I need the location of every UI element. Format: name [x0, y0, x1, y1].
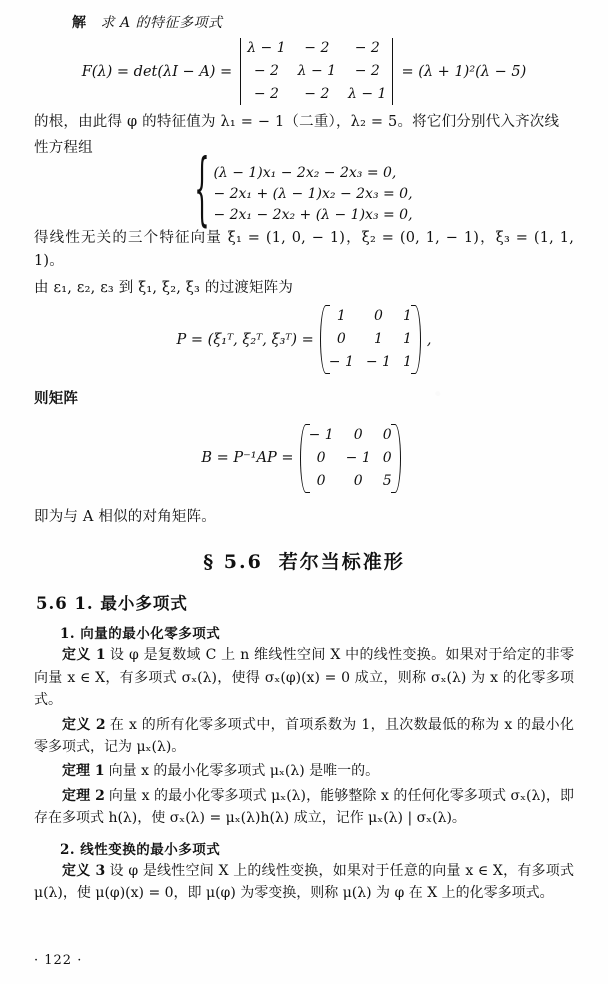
matrix-cell: 1	[402, 308, 412, 325]
theorem-1	[34, 760, 574, 782]
equation-matrix-p	[34, 306, 574, 373]
matrix-cell: 1	[402, 354, 412, 371]
theorem-1-text: 向量 x 的最小化零多项式 μₓ(λ) 是唯一的。	[108, 763, 380, 780]
equation-matrix-b	[34, 425, 574, 492]
matrix-cell: − 1	[365, 354, 391, 371]
matrix-cell: 1	[373, 331, 383, 348]
matrix-cell: λ − 1	[247, 40, 286, 56]
theorem-1-label: 定理 1	[62, 763, 105, 780]
matrix-cell: 1	[402, 331, 412, 348]
definition-1-label: 定义 1	[62, 647, 106, 664]
page-content	[34, 12, 574, 906]
subsection-heading: 5.6 1. 最小多项式	[36, 594, 188, 614]
definition-1-text: 设 φ 是复数域 C 上 n 维线性空间 X 中的线性变换。如果对于给定的非零向量 x ∈ X，有多项式 σₓ(λ)，使得 σₓ(φ)(x) = 0 成立，则称 σₓ(λ) 为 x 的化零多项式。	[34, 647, 574, 709]
theorem-2	[34, 785, 574, 830]
paragraph-transition-matrix: 由 ε₁, ε₂, ε₃ 到 ξ₁, ξ₂, ξ₃ 的过渡矩阵为	[34, 279, 294, 296]
equation-rhs: = (λ + 1)²(λ − 5)	[401, 63, 527, 80]
matrix-cell: 0	[316, 449, 326, 466]
definition-3-text: 设 φ 是线性空间 X 上的线性变换，如果对于任意的向量 x ∈ X，有多项式 μ(λ)，使 μ(φ)(x) = 0，即 μ(φ) 为零变换，则称 μ(λ) 为 φ 在 X 上的化零多项式。	[34, 862, 574, 901]
matrix-cell: λ − 1	[297, 63, 337, 79]
theorem-2-label: 定理 2	[62, 787, 105, 804]
block2-heading: 2. 线性变换的最小多项式	[60, 841, 221, 858]
paragraph-roots-cont: 性方程组	[34, 140, 93, 157]
system-equation: − 2x₁ + (λ − 1)x₂ − 2x₃ = 0,	[213, 185, 413, 202]
matrix-cell: 0	[316, 472, 326, 489]
paragraph-eigenvectors: 得线性无关的三个特征向量 ξ₁ = (1, 0, − 1)，ξ₂ = (0, 1, − 1)，ξ₃ = (1, 1, 1)。	[34, 229, 574, 270]
matrix-cell: 0	[382, 449, 392, 466]
equation-lhs: B = P⁻¹AP =	[201, 450, 294, 467]
determinant-matrix	[238, 38, 395, 105]
matrix-b	[300, 425, 401, 492]
section-heading	[34, 547, 574, 574]
matrix-cell: − 2	[354, 40, 380, 56]
brace-symbol	[195, 165, 211, 223]
theorem-2-text: 向量 x 的最小化零多项式 μₓ(λ)，能够整除 x 的任何化零多项式 σₓ(λ)，即存在多项式 h(λ)，使 σₓ(λ) = μₓ(λ)h(λ) 成立，记作 μₓ(λ) | σₓ(λ)。	[34, 787, 575, 827]
solution-tag: 解	[72, 15, 87, 31]
definition-2-text: 在 x 的所有化零多项式中，首项系数为 1，且次数最低的称为 x 的最小化零多项式，记为 μₓ(λ)。	[34, 716, 574, 755]
matrix-cell: − 1	[345, 449, 371, 466]
definition-3	[34, 860, 574, 905]
matrix-cell: λ − 1	[348, 86, 387, 102]
equation-rhs: ,	[426, 331, 432, 348]
definition-1	[34, 644, 574, 711]
solution-text: 求 A 的特征多项式	[100, 15, 223, 31]
equation-lhs: P = (ξ₁ᵀ, ξ₂ᵀ, ξ₃ᵀ) =	[176, 331, 314, 348]
matrix-cell: − 2	[304, 86, 330, 102]
matrix-cell: − 1	[308, 426, 334, 443]
definition-3-label: 定义 3	[62, 862, 106, 879]
equation-characteristic-polynomial	[34, 38, 574, 105]
matrix-cell: − 2	[253, 63, 279, 79]
paragraph-diagonal: 即为与 A 相似的对角矩阵。	[34, 508, 216, 525]
definition-2	[34, 714, 574, 759]
matrix-cell: 0	[353, 472, 363, 489]
section-number: § 5.6	[203, 551, 263, 574]
matrix-cell: − 2	[354, 63, 380, 79]
equation-lhs: F(λ) = det(λI − A) =	[81, 63, 233, 80]
matrix-p	[320, 306, 421, 373]
matrix-cell: 0	[353, 426, 363, 443]
matrix-cell: − 2	[253, 86, 279, 102]
matrix-cell: 0	[382, 426, 392, 443]
paragraph-roots: 的根，由此得 φ 的特征值为 λ₁ = − 1（二重），λ₂ = 5。将它们分别代入齐次线	[34, 114, 560, 130]
system-equation: − 2x₁ − 2x₂ + (λ − 1)x₃ = 0,	[213, 206, 413, 223]
matrix-cell: − 2	[304, 40, 330, 56]
page-number: · 122 ·	[34, 953, 83, 968]
paragraph-then-matrix: 则矩阵	[34, 390, 79, 408]
matrix-cell: 5	[382, 472, 392, 489]
definition-2-label: 定义 2	[62, 716, 106, 733]
matrix-cell: 1	[336, 308, 346, 325]
matrix-cell: 0	[373, 308, 383, 325]
block1-heading: 1. 向量的最小化零多项式	[60, 626, 221, 643]
equation-linear-system	[34, 165, 574, 223]
matrix-cell: 0	[336, 331, 346, 348]
matrix-cell: − 1	[328, 354, 354, 371]
solution-line	[72, 12, 574, 32]
section-title-text: 若尔当标准形	[278, 551, 405, 574]
system-equation: (λ − 1)x₁ − 2x₂ − 2x₃ = 0,	[213, 164, 397, 181]
